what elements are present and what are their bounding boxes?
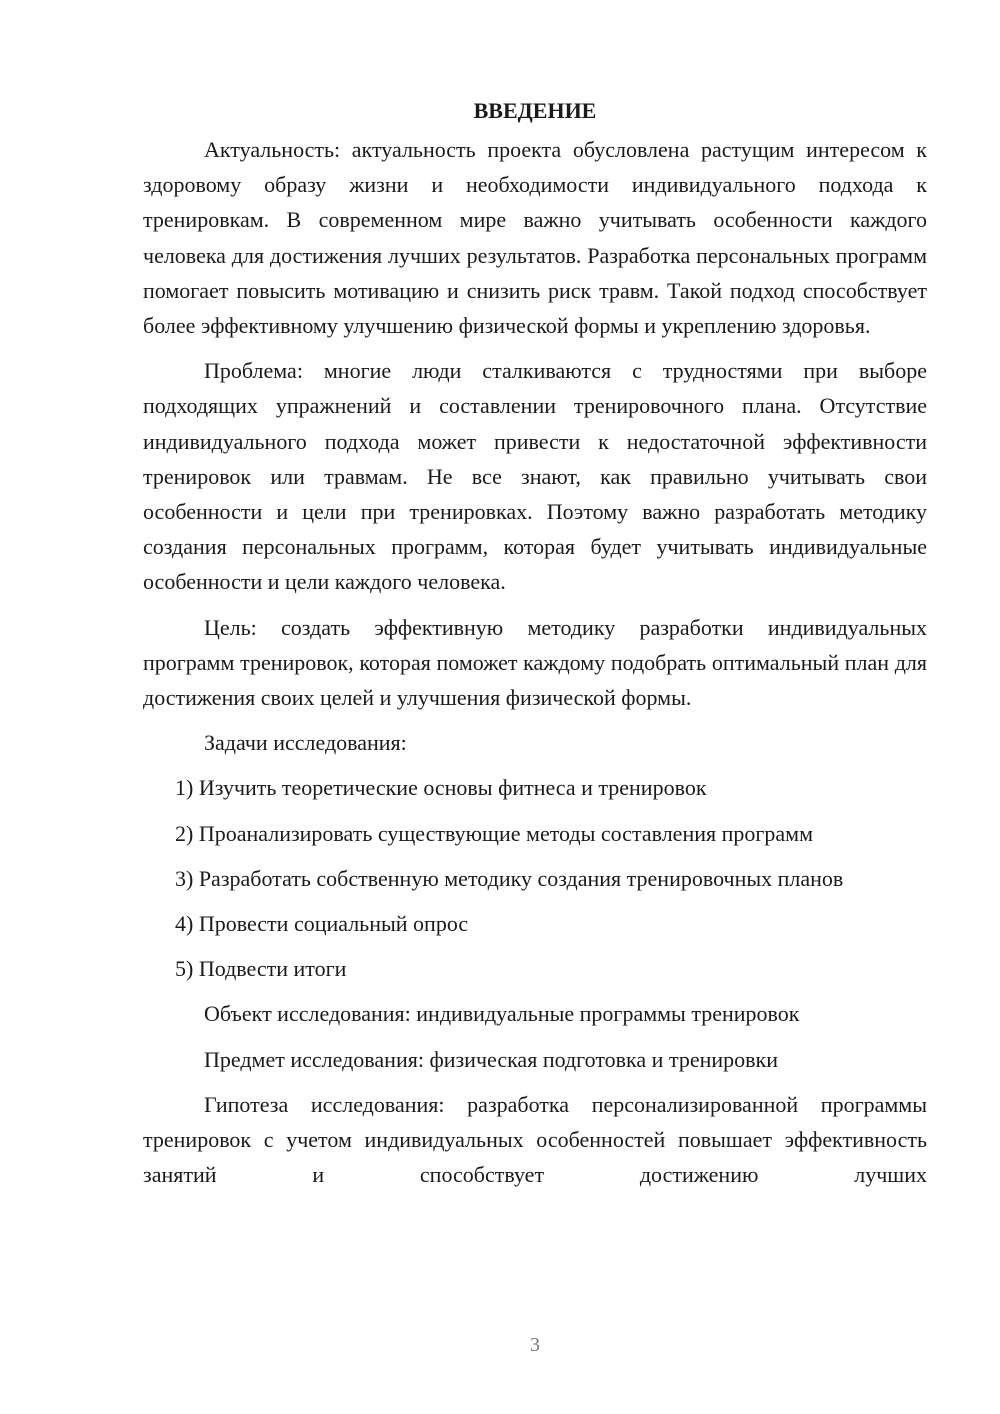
problem-paragraph: Проблема: многие люди сталкиваются с трудностями при выборе подходящих упражнений и составлении тренировочного плана. Отсутствие индивидуального подхода может привести к недостаточной эффективности тренировок или травмам. Не все знают, как правильно учитывать свои особенности и цели при тренировках. Поэтому важно разработать методику создания персональных программ, которая будет учитывать индивидуальные особенности и цели каждого человека. [143,358,927,595]
object-paragraph: Объект исследования: индивидуальные программы тренировок [204,1001,800,1027]
page-number: 3 [530,1334,540,1356]
section-title: ВВЕДЕНИЕ [473,98,597,123]
goal-paragraph: Цель: создать эффективную методику разработки индивидуальных программ тренировок, которая поможет каждому подобрать оптимальный план для достижения своих целей и улучшения физической формы. [143,614,927,711]
tasks-heading: Задачи исследования: [204,730,407,756]
hypothesis-paragraph: Гипотеза исследования: разработка персонализированной программы тренировок с учетом индивидуальных особенностей повышает эффективность занятий и способствует достижению лучших [143,1091,927,1188]
task-item-3: 3) Разработать собственную методику создания тренировочных планов [175,865,844,891]
task-item-1: 1) Изучить теоретические основы фитнеса и тренировок [175,775,707,801]
task-item-2: 2) Проанализировать существующие методы составления программ [175,820,814,846]
task-item-5: 5) Подвести итоги [175,956,347,982]
relevance-paragraph: Актуальность: актуальность проекта обусловлена растущим интересом к здоровому образу жизни и необходимости индивидуального подхода к тренировкам. В современном мире важно учитывать особенности каждого человека для достижения лучших результатов. Разработка персональных программ помогает повысить мотивацию и снизить риск травм. Такой подход способствует более эффективному улучшению физической формы и укреплению здоровья. [143,137,927,339]
task-item-4: 4) Провести социальный опрос [175,911,469,937]
subject-paragraph: Предмет исследования: физическая подготовка и тренировки [204,1046,778,1072]
page-body [143,95,927,1202]
